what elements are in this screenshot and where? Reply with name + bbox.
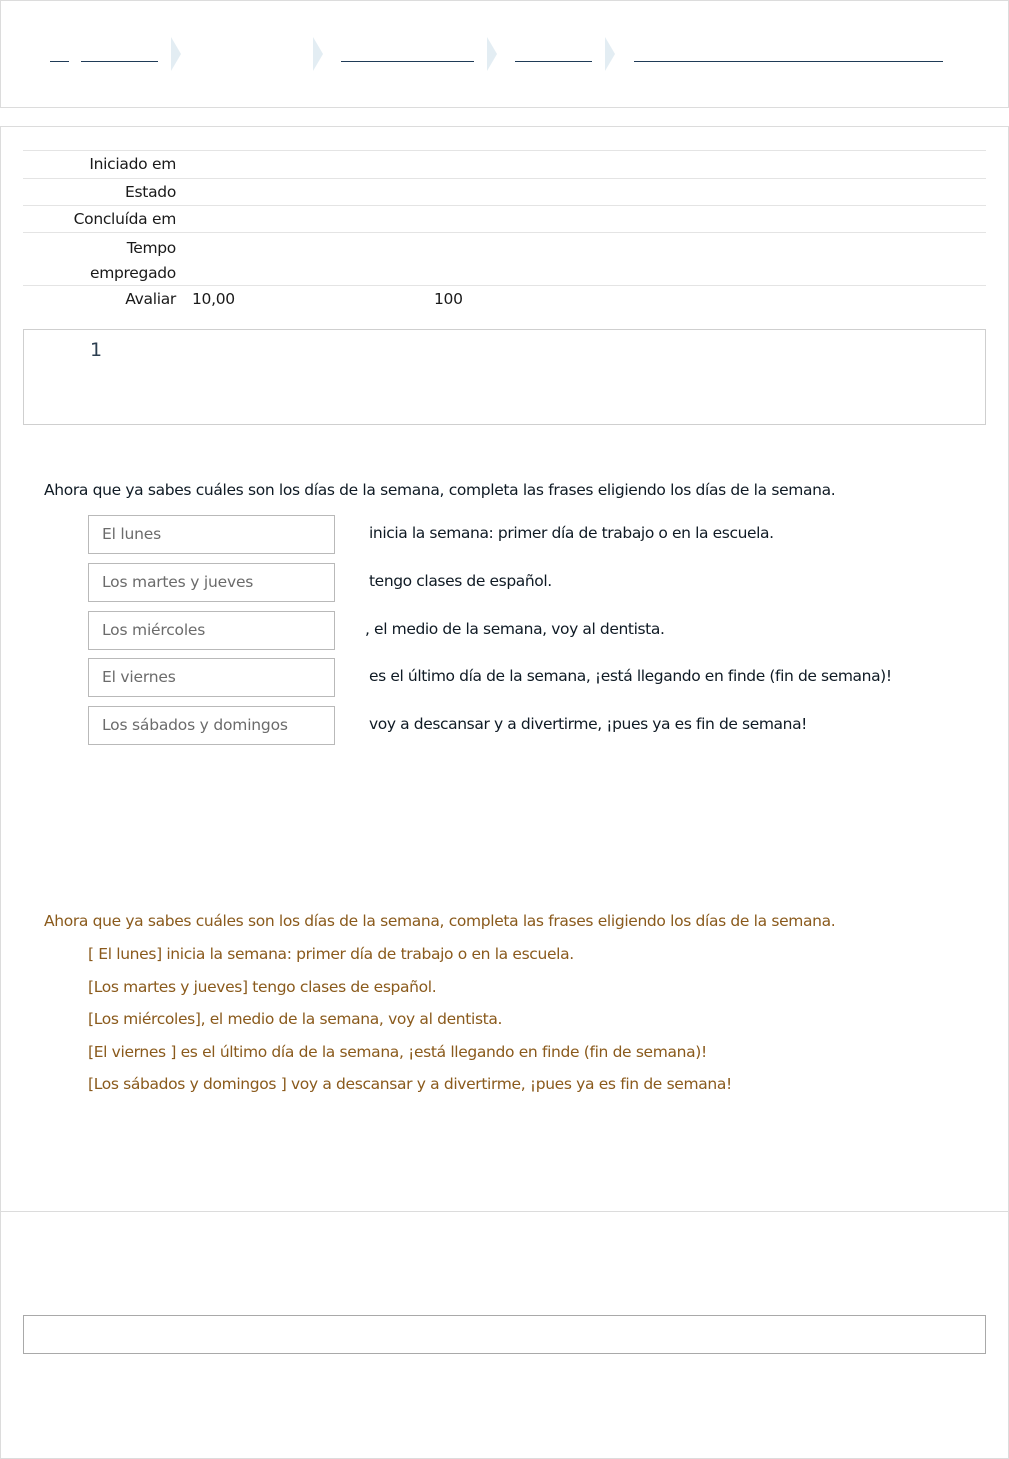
summary-row-time — [23, 232, 986, 285]
breadcrumb — [0, 0, 1009, 108]
summary-label: Avaliar — [125, 290, 176, 308]
answer-sentence: , el medio de la semana, voy al dentista. — [365, 620, 665, 638]
answer-row — [88, 515, 988, 555]
breadcrumb-link-home[interactable] — [50, 61, 69, 62]
summary-label: Estado — [125, 183, 176, 201]
chevron-right-icon — [487, 37, 497, 71]
feedback-line: [Los martes y jueves] tengo clases de español. — [88, 978, 437, 996]
feedback-line: [ El lunes] inicia la semana: primer día de trabajo o en la escuela. — [88, 945, 574, 963]
question-number: 1 — [90, 339, 103, 361]
feedback-line: [Los miércoles], el medio de la semana, voy al dentista. — [88, 1010, 503, 1028]
breadcrumb-link-4[interactable] — [634, 61, 943, 62]
breadcrumb-link-1[interactable] — [81, 61, 158, 62]
chevron-right-icon — [605, 37, 615, 71]
summary-label — [23, 233, 176, 285]
grade-value: 10,00 — [192, 290, 235, 308]
feedback-line: [Los sábados y domingos ] voy a descansar y a divertirme, ¡pues ya es fin de semana! — [88, 1075, 732, 1093]
question-info-box — [23, 329, 986, 425]
chevron-right-icon — [171, 37, 181, 71]
answer-input[interactable]: Los sábados y domingos — [88, 706, 335, 745]
answer-input[interactable]: El lunes — [88, 515, 335, 554]
answer-sentence: es el último día de la semana, ¡está llegando en finde (fin de semana)! — [369, 667, 892, 685]
breadcrumb-link-2[interactable] — [341, 61, 474, 62]
attempt-summary-table — [23, 150, 986, 313]
answer-sentence: voy a descansar y a divertirme, ¡pues ya es fin de semana! — [369, 715, 807, 733]
summary-label-line: empregado — [89, 264, 176, 282]
summary-label: Iniciado em — [89, 155, 176, 173]
answer-row — [88, 563, 988, 603]
navigation-box[interactable] — [23, 1315, 986, 1354]
summary-row-grade — [23, 285, 986, 313]
summary-row-state — [23, 178, 986, 205]
answer-sentence: inicia la semana: primer día de trabajo o en la escuela. — [369, 524, 774, 542]
answer-sentence: tengo clases de español. — [369, 572, 552, 590]
answer-input[interactable]: Los martes y jueves — [88, 563, 335, 602]
answer-row — [88, 658, 988, 698]
answer-row — [88, 611, 988, 651]
summary-row-completed — [23, 205, 986, 232]
answer-input[interactable]: Los miércoles — [88, 611, 335, 650]
summary-label: Concluída em — [73, 210, 176, 228]
summary-label-line: Tempo — [126, 239, 176, 257]
summary-row-started — [23, 150, 986, 178]
feedback-line: [El viernes ] es el último día de la semana, ¡está llegando en finde (fin de semana)! — [88, 1043, 707, 1061]
answer-row — [88, 706, 988, 746]
question-prompt: Ahora que ya sabes cuáles son los días de la semana, completa las frases eligiendo los días de la semana. — [44, 481, 836, 499]
answer-input[interactable]: El viernes — [88, 658, 335, 697]
chevron-right-icon — [313, 37, 323, 71]
grade-max: 100 — [434, 290, 463, 308]
breadcrumb-link-3[interactable] — [515, 61, 592, 62]
feedback-prompt: Ahora que ya sabes cuáles son los días de la semana, completa las frases eligiendo los días de la semana. — [44, 912, 836, 930]
